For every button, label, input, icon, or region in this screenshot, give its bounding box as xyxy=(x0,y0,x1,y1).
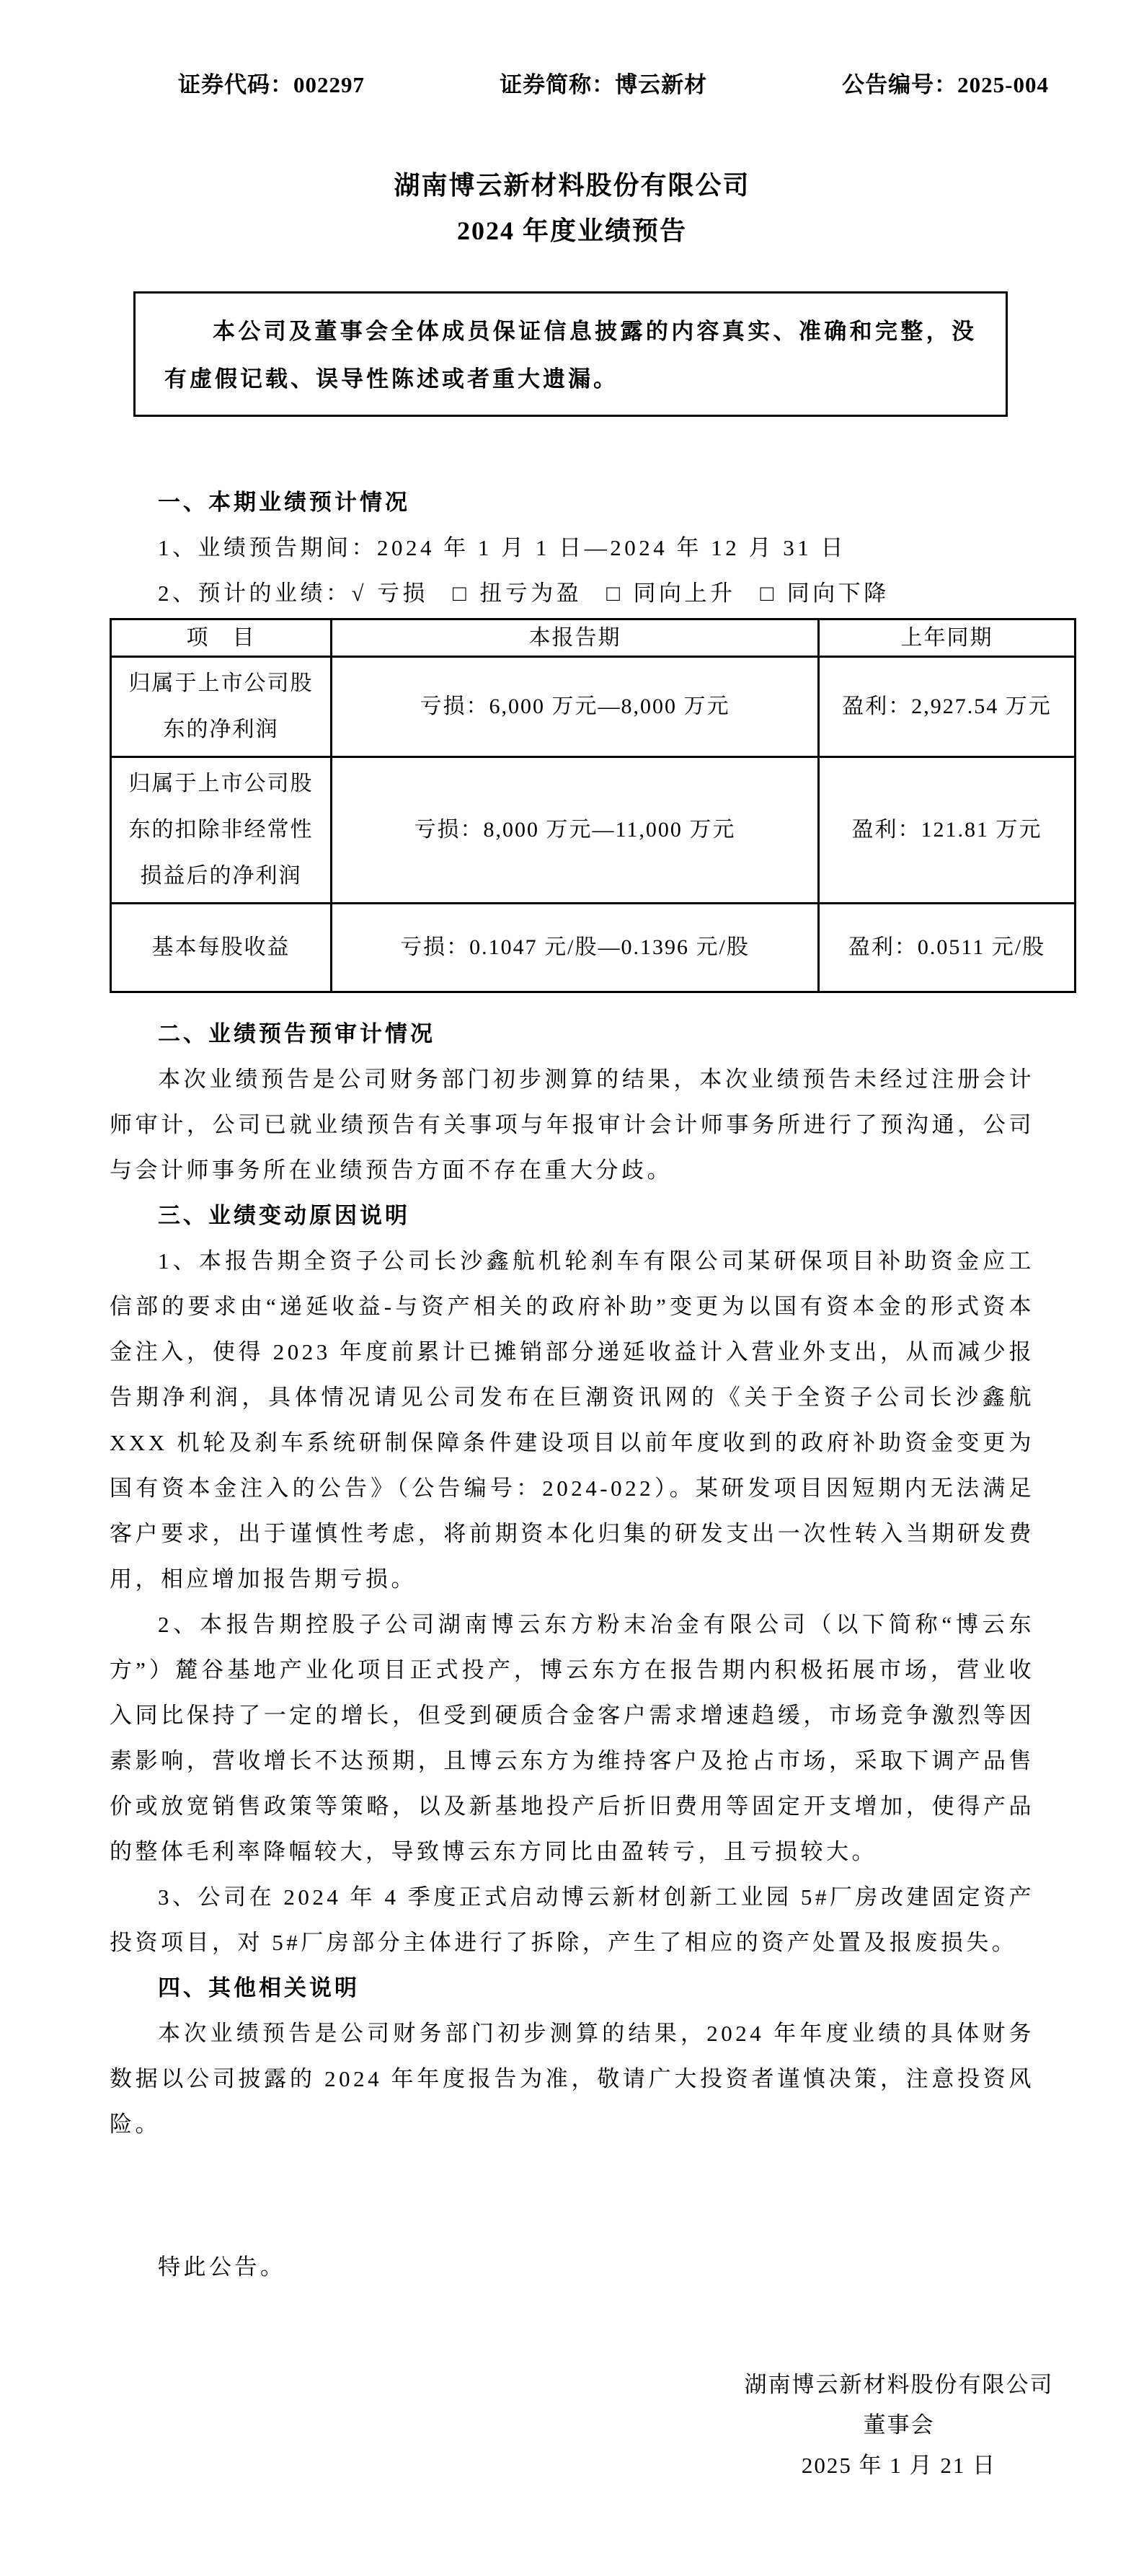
signature-block xyxy=(726,2365,1072,2486)
statement-text: 本公司及董事会全体成员保证信息披露的内容真实、准确和完整，没有虚假记载、误导性陈述或者重大遗漏。 xyxy=(164,319,977,392)
row3-item: 基本每股收益 xyxy=(111,904,332,992)
section3-paragraph-2: 2、本报告期控股子公司湖南博云东方粉末冶金有限公司（以下简称“博云东方”）麓谷基地产业化项目正式投产，博云东方在报告期内积极拓展市场，营业收入同比保持了一定的增长，但受到硬质合金客户需求增速趋缓，市场竞争激烈等因素影响，营收增长不达预期，且博云东方为维持客户及抢占市场，采取下调产品售价或放宽销售政策等策略，以及新基地投产后折旧费用等固定开支增加，使得产品的整体毛利率降幅较大，导致博云东方同比由盈转亏，且亏损较大。 xyxy=(110,1612,1034,1864)
signature-date: 2025 年 1 月 21 日 xyxy=(801,2453,997,2478)
forecast-period-line: 1、业绩预告期间：2024 年 1 月 1 日—2024 年 12 月 31 日 xyxy=(158,535,846,560)
table-header-row xyxy=(111,619,1076,657)
signature-board: 董事会 xyxy=(863,2412,935,2438)
checked-mark: √ xyxy=(351,581,368,606)
option-loss xyxy=(352,581,429,606)
stock-short-name: 证券简称：博云新材 xyxy=(500,72,708,97)
empty-checkbox: □ xyxy=(760,581,777,606)
table-row xyxy=(111,904,1076,992)
closing-statement: 特此公告。 xyxy=(158,2254,286,2280)
signature-company: 湖南博云新材料股份有限公司 xyxy=(744,2372,1054,2397)
forecast-type-prefix: 2、预计的业绩： xyxy=(158,581,352,606)
row2-current-period: 亏损：8,000 万元—11,000 万元 xyxy=(332,757,819,904)
doc-header xyxy=(178,62,1049,107)
forecast-type-line xyxy=(110,570,1034,616)
section4-paragraph: 本次业绩预告是公司财务部门初步测算的结果，2024 年年度业绩的具体财务数据以公司披露的 2024 年年度报告为准，敬请广大投资者谨慎决策，注意投资风险。 xyxy=(110,2021,1034,2137)
row1-prior-year: 盈利：2,927.54 万元 xyxy=(819,657,1076,757)
col-header-item: 项 目 xyxy=(111,619,332,657)
announcement-title: 2024 年度业绩预告 xyxy=(456,216,687,245)
option-same-direction-up-label: 同向上升 xyxy=(633,581,736,606)
col-header-prior-year: 上年同期 xyxy=(819,619,1076,657)
option-turn-profit-label: 扭亏为盈 xyxy=(479,581,582,606)
table-row xyxy=(111,757,1076,904)
option-same-direction-down-label: 同向下降 xyxy=(786,581,890,606)
section2-paragraph: 本次业绩预告是公司财务部门初步测算的结果，本次业绩预告未经过注册会计师审计，公司已就业绩预告有关事项与年报审计会计师事务所进行了预沟通，公司与会计师事务所在业绩预告方面不存在重大分歧。 xyxy=(110,1067,1034,1183)
empty-checkbox: □ xyxy=(453,581,470,606)
option-same-direction-down xyxy=(760,581,889,606)
row1-current-period: 亏损：6,000 万元—8,000 万元 xyxy=(332,657,819,757)
col-header-current-period: 本报告期 xyxy=(332,619,819,657)
table-row xyxy=(111,657,1076,757)
row3-current-period: 亏损：0.1047 元/股—0.1396 元/股 xyxy=(332,904,819,992)
row1-item: 归属于上市公司股东的净利润 xyxy=(111,657,332,757)
section3-heading: 三、业绩变动原因说明 xyxy=(158,1203,410,1228)
statement-box xyxy=(133,291,1008,417)
empty-checkbox: □ xyxy=(606,581,624,606)
section1-heading: 一、本期业绩预计情况 xyxy=(158,490,410,515)
section3-paragraph-3: 3、公司在 2024 年 4 季度正式启动博云新材创新工业园 5#厂房改建固定资产投资项目，对 5#厂房部分主体进行了拆除，产生了相应的资产处置及报废损失。 xyxy=(110,1884,1034,1955)
row3-prior-year: 盈利：0.0511 元/股 xyxy=(819,904,1076,992)
row2-item: 归属于上市公司股东的扣除非经常性损益后的净利润 xyxy=(111,757,332,904)
announcement-number: 公告编号：2025-004 xyxy=(842,72,1049,97)
option-same-direction-up xyxy=(606,581,735,606)
row2-prior-year: 盈利：121.81 万元 xyxy=(819,757,1076,904)
section4-heading: 四、其他相关说明 xyxy=(158,1975,360,2001)
stock-code: 证券代码：002297 xyxy=(178,72,365,97)
option-loss-label: 亏损 xyxy=(377,581,429,606)
company-title: 湖南博云新材料股份有限公司 xyxy=(394,171,750,200)
section2-heading: 二、业绩预告预审计情况 xyxy=(158,1021,435,1046)
section3-paragraph-1: 1、本报告期全资子公司长沙鑫航机轮刹车有限公司某研保项目补助资金应工信部的要求由“递延收益-与资产相关的政府补助”变更为以国有资本金的形式资本金注入，使得 2023 年度前累计已摊销部分递延收益计入营业外支出，从而减少报告期净利润，具体情况请见公司发布在巨潮资讯网的《关于全资子公司长沙鑫航 XXX 机轮及刹车系统研制保障条件建设项目以前年度收到的政府补助资金变更为国有资本金注入的公告》（公告编号：2024-022）。某研发项目因短期内无法满足客户要求，出于谨慎性考虑，将前期资本化归集的研发支出一次性转入当期研发费用，相应增加报告期亏损。 xyxy=(110,1248,1034,1592)
option-turn-profit xyxy=(453,581,582,606)
performance-forecast-table xyxy=(110,618,1076,993)
